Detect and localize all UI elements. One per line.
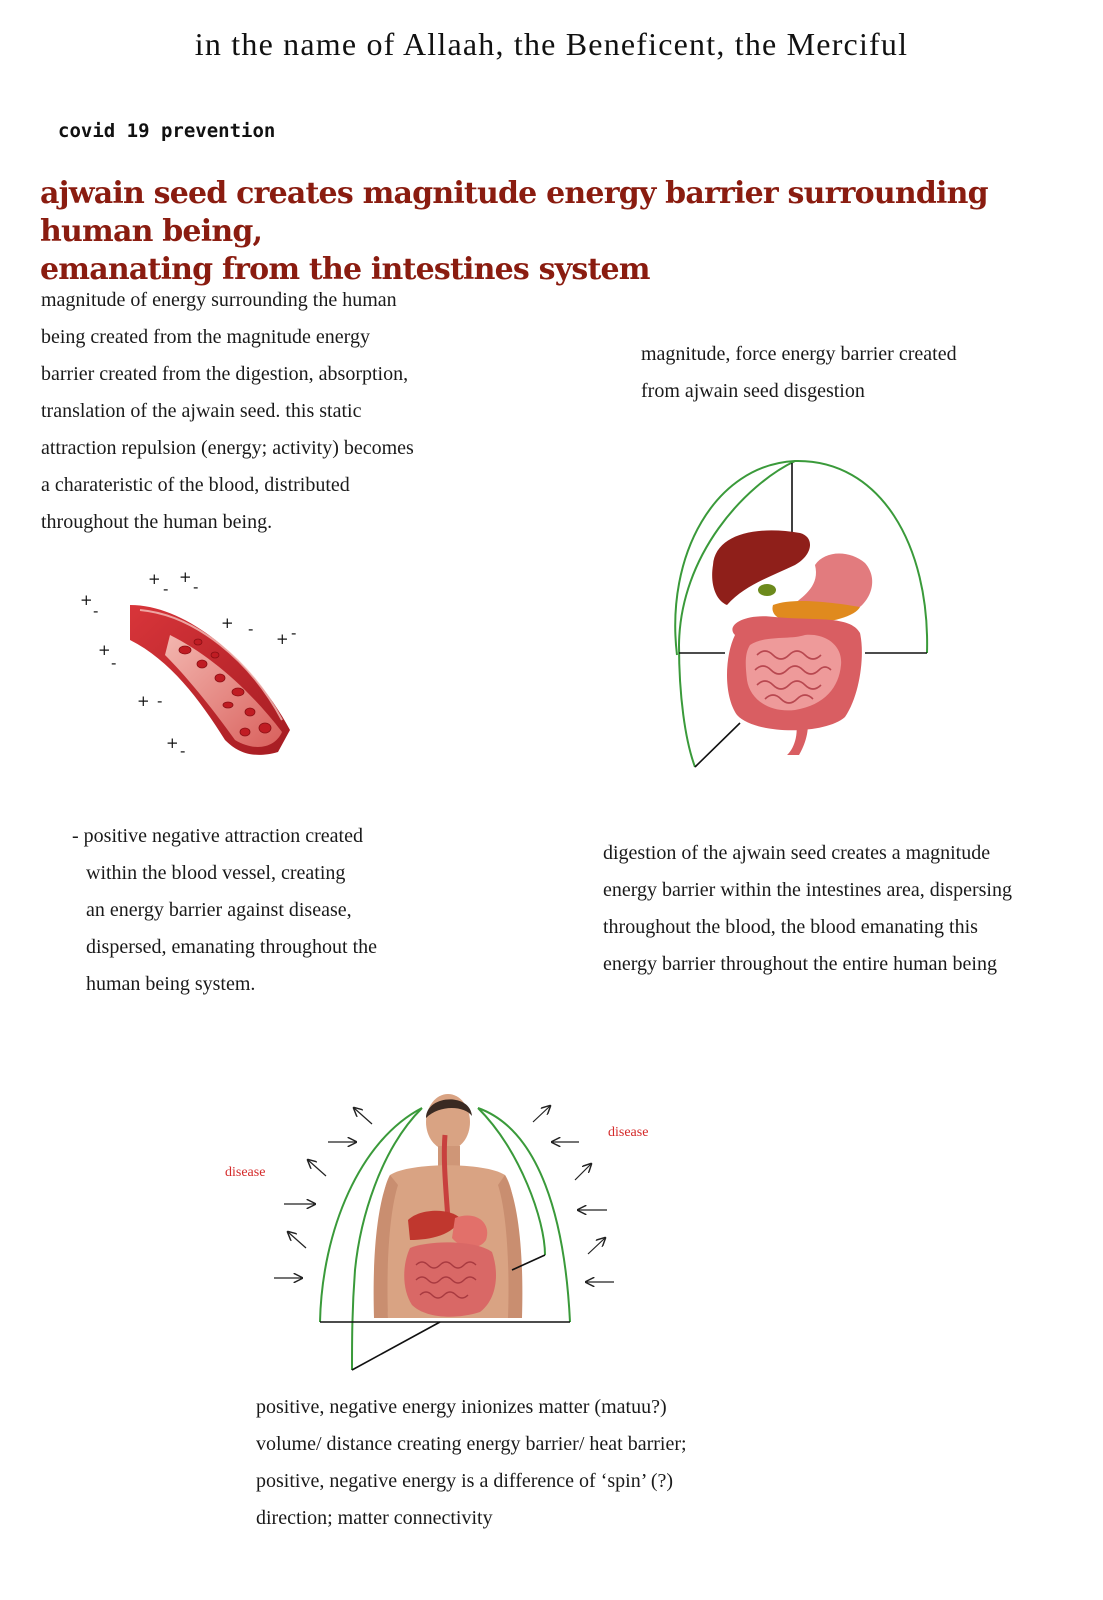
arrow-icon (308, 1160, 326, 1176)
red-blood-cell (240, 728, 250, 736)
paragraph-line: human being system. (86, 973, 256, 995)
paragraph-line: magnitude of energy surrounding the human (41, 289, 397, 311)
digestive-barrier-illustration (665, 455, 940, 775)
paragraph-line: attraction repulsion (energy; activity) becomes (41, 437, 414, 459)
red-blood-cell (211, 652, 219, 658)
energy-spin-paragraph (256, 1389, 687, 1537)
barrier-axis-line (352, 1322, 440, 1370)
minus-sign: - (193, 578, 199, 596)
plus-sign: + (148, 570, 161, 588)
disease-label: disease (608, 1125, 649, 1140)
paragraph-line: magnitude, force energy barrier created (641, 343, 957, 365)
paragraph-line: within the blood vessel, creating (86, 862, 346, 884)
paragraph-line: a charateristic of the blood, distributed (41, 474, 350, 496)
intestines (404, 1242, 496, 1316)
paragraph-line: positive, negative energy is a difference of ‘spin’ (?) (256, 1470, 674, 1492)
minus-sign: - (157, 692, 163, 710)
paragraph-line: throughout the human being. (41, 511, 273, 533)
paragraph-line: dispersed, emanating throughout the (86, 936, 378, 958)
plus-sign: + (166, 734, 179, 752)
arrow-icon (288, 1232, 306, 1248)
paragraph-line: digestion of the ajwain seed creates a magnitude (603, 842, 991, 864)
gallbladder (758, 584, 776, 596)
arrow-icon (588, 1238, 605, 1254)
main-title-line: ajwain seed creates magnitude energy barrier surrounding human being, (40, 176, 988, 249)
paragraph-line: barrier created from the digestion, absorption, (41, 363, 409, 385)
plus-sign: + (98, 641, 111, 659)
plus-sign: + (276, 630, 289, 648)
arrow-icon (575, 1164, 591, 1180)
paragraph-line: volume/ distance creating energy barrier/ heat barrier; (256, 1433, 687, 1455)
paragraph-line: - positive negative attraction created (72, 825, 363, 847)
plus-sign: + (137, 692, 150, 710)
blood-vessel-illustration (70, 560, 320, 780)
minus-sign: - (93, 602, 99, 620)
disease-label: disease (225, 1165, 266, 1180)
paragraph-line: an energy barrier against disease, (86, 899, 352, 921)
red-blood-cell (194, 639, 202, 645)
arrow-icon (533, 1106, 550, 1122)
plus-sign: + (221, 614, 234, 632)
paragraph-line: throughout the blood, the blood emanating this (603, 916, 978, 938)
minus-sign: - (180, 742, 186, 760)
human-body-illustration (374, 1094, 523, 1318)
paragraph-line: translation of the ajwain seed. this static (41, 400, 362, 422)
paragraph-line: energy barrier within the intestines area, dispersing (603, 879, 1012, 901)
paragraph-line: being created from the magnitude energy (41, 326, 370, 348)
red-blood-cell (245, 708, 255, 716)
red-blood-cell (232, 688, 244, 696)
paragraph-line: from ajwain seed disgestion (641, 380, 865, 402)
minus-sign: - (111, 654, 117, 672)
digestive-system-illustration (712, 530, 872, 755)
arrow-icon (354, 1108, 372, 1124)
red-blood-cell (197, 660, 207, 668)
minus-sign: - (291, 624, 297, 642)
paragraph-line: energy barrier throughout the entire human being (603, 953, 997, 975)
minus-sign: - (163, 580, 169, 598)
invocation-header: in the name of Allaah, the Beneficent, the Merciful (194, 26, 909, 62)
red-blood-cell (179, 646, 191, 654)
plus-sign: + (80, 591, 93, 609)
main-title-line: emanating from the intestines system (40, 252, 650, 287)
neck (438, 1146, 460, 1168)
barrier-axis-line (695, 723, 740, 767)
red-blood-cell (259, 723, 271, 733)
human-body-barrier-illustration (260, 1090, 640, 1380)
paragraph-line: direction; matter connectivity (256, 1507, 493, 1529)
minus-sign: - (248, 620, 254, 638)
barrier-caption (641, 336, 957, 410)
red-blood-cell (223, 702, 233, 708)
main-title (40, 175, 1070, 289)
paragraph-line: positive, negative energy inionizes matter (matuu?) (256, 1396, 667, 1418)
subtitle: covid 19 prevention (58, 120, 276, 142)
plus-sign: + (179, 568, 192, 586)
blood-vessel-caption (72, 818, 377, 1003)
red-blood-cell (215, 674, 225, 682)
energy-description-paragraph (41, 282, 414, 541)
intestine-caption (603, 835, 1012, 983)
